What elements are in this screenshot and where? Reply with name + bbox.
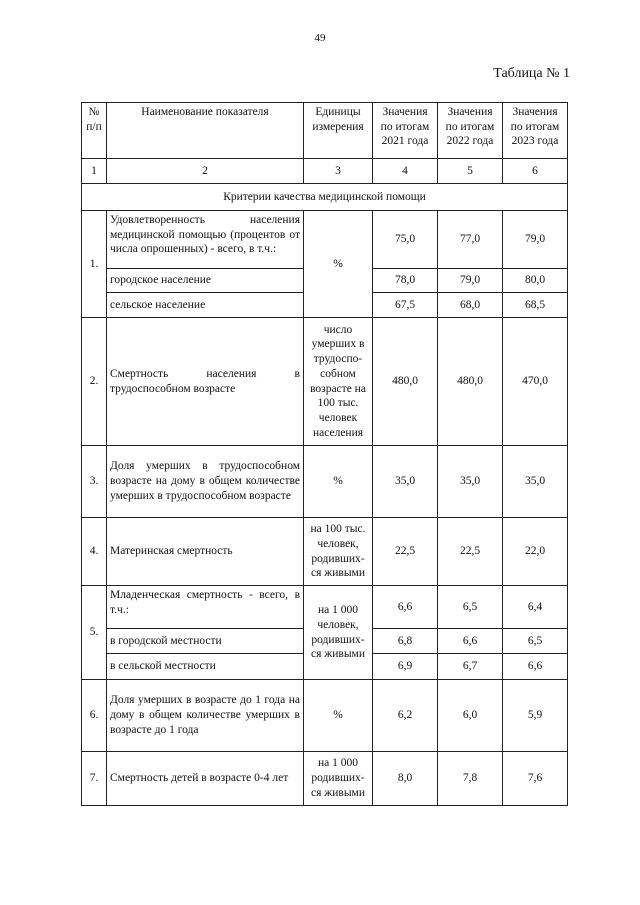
value-2021: 6,6 [373, 586, 438, 629]
row-number: 6. [82, 680, 107, 752]
value-2021: 6,2 [373, 680, 438, 752]
value-2023: 5,9 [503, 680, 568, 752]
value-2023: 6,5 [503, 629, 568, 654]
value-2023: 7,6 [503, 752, 568, 806]
indicator-name: Доля умерших в трудоспособном возрасте на дому в общем количестве умерших в трудоспособном возрасте [107, 446, 304, 518]
indicator-name: сельское население [107, 293, 304, 318]
indicator-name: в городской местности [107, 629, 304, 654]
section-row [82, 184, 568, 211]
value-2022: 79,0 [438, 269, 503, 293]
units-cell: на 1 000 человек, родивших-ся живыми [304, 586, 373, 680]
table-row [82, 518, 568, 586]
value-2023: 80,0 [503, 269, 568, 293]
header-num: № п/п [82, 103, 107, 159]
column-number-row [82, 159, 568, 184]
value-2022: 35,0 [438, 446, 503, 518]
section-title: Критерии качества медицинской помощи [82, 184, 568, 211]
value-2022: 77,0 [438, 211, 503, 269]
column-number: 2 [107, 159, 304, 184]
value-2021: 67,5 [373, 293, 438, 318]
value-2023: 6,6 [503, 654, 568, 680]
indicator-name: городское население [107, 269, 304, 293]
table-row [82, 586, 568, 629]
value-2023: 68,5 [503, 293, 568, 318]
header-units: Единицы измерения [304, 103, 373, 159]
value-2023: 35,0 [503, 446, 568, 518]
column-number: 6 [503, 159, 568, 184]
indicator-name: в сельской местности [107, 654, 304, 680]
indicator-name: Удовлетворенность населения медицинской помощью (процентов от числа опрошенных) - всего, в т.ч.: [107, 211, 304, 269]
value-2022: 6,6 [438, 629, 503, 654]
indicator-name: Материнская смертность [107, 518, 304, 586]
value-2021: 75,0 [373, 211, 438, 269]
units-cell: % [304, 211, 373, 318]
indicator-name: Младенческая смертность - всего, в т.ч.: [107, 586, 304, 629]
value-2021: 6,9 [373, 654, 438, 680]
header-2022: Значения по итогам 2022 года [438, 103, 503, 159]
value-2021: 22,5 [373, 518, 438, 586]
value-2021: 480,0 [373, 318, 438, 446]
units-cell: на 100 тыс. человек, родивших-ся живыми [304, 518, 373, 586]
units-cell: число умерших в трудоспо-собном возрасте на 100 тыс. человек населения [304, 318, 373, 446]
table-row [82, 446, 568, 518]
indicator-name: Смертность детей в возрасте 0-4 лет [107, 752, 304, 806]
value-2021: 6,8 [373, 629, 438, 654]
table-caption: Таблица № 1 [493, 66, 570, 81]
row-number: 2. [82, 318, 107, 446]
value-2022: 68,0 [438, 293, 503, 318]
table-row [82, 318, 568, 446]
table-row [82, 211, 568, 269]
value-2022: 480,0 [438, 318, 503, 446]
column-number: 5 [438, 159, 503, 184]
value-2023: 470,0 [503, 318, 568, 446]
value-2021: 78,0 [373, 269, 438, 293]
header-2023: Значения по итогам 2023 года [503, 103, 568, 159]
value-2022: 6,5 [438, 586, 503, 629]
column-number: 4 [373, 159, 438, 184]
indicator-name: Доля умерших в возрасте до 1 года на дому в общем количестве умерших в возрасте до 1 года [107, 680, 304, 752]
header-name: Наименование показателя [107, 103, 304, 159]
units-cell: % [304, 446, 373, 518]
value-2023: 22,0 [503, 518, 568, 586]
page-number: 49 [314, 32, 326, 44]
row-number: 5. [82, 586, 107, 680]
value-2021: 8,0 [373, 752, 438, 806]
indicator-name: Смертность населения в трудоспособном возрасте [107, 318, 304, 446]
row-number: 7. [82, 752, 107, 806]
value-2022: 22,5 [438, 518, 503, 586]
value-2022: 6,0 [438, 680, 503, 752]
column-number: 3 [304, 159, 373, 184]
indicators-table [81, 102, 568, 806]
row-number: 4. [82, 518, 107, 586]
units-cell: на 1 000 родивших-ся живыми [304, 752, 373, 806]
table-row [82, 680, 568, 752]
row-number: 3. [82, 446, 107, 518]
column-number: 1 [82, 159, 107, 184]
table-row [82, 752, 568, 806]
value-2023: 79,0 [503, 211, 568, 269]
value-2021: 35,0 [373, 446, 438, 518]
value-2022: 7,8 [438, 752, 503, 806]
value-2022: 6,7 [438, 654, 503, 680]
units-cell: % [304, 680, 373, 752]
value-2023: 6,4 [503, 586, 568, 629]
table-header-row [82, 103, 568, 159]
row-number: 1. [82, 211, 107, 318]
header-2021: Значения по итогам 2021 года [373, 103, 438, 159]
